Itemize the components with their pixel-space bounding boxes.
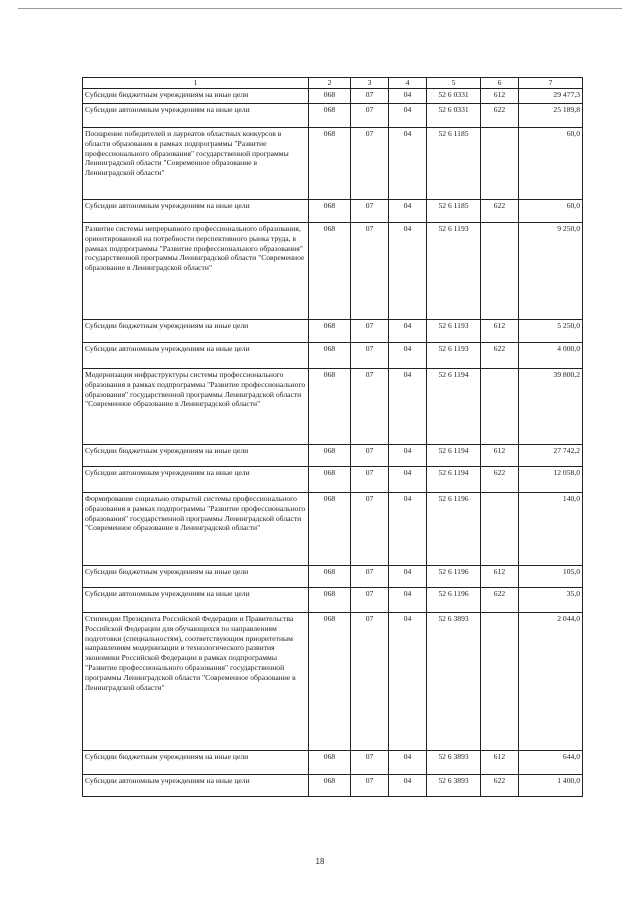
subsection-code: 04	[389, 342, 427, 368]
table-row	[83, 127, 583, 199]
row-name: Субсидии бюджетным учреждениям на иные цели	[83, 319, 309, 342]
table-row	[83, 774, 583, 796]
target-code: 52 6 1196	[427, 587, 481, 612]
section-code: 07	[351, 319, 389, 342]
section-code: 07	[351, 444, 389, 466]
ministry-code: 068	[309, 612, 351, 750]
ministry-code: 068	[309, 199, 351, 222]
section-code: 07	[351, 492, 389, 565]
expense-type-code: 612	[481, 565, 519, 587]
expense-type-code: 622	[481, 466, 519, 492]
table-row	[83, 565, 583, 587]
row-name: Формирование социально открытой системы профессионального образования в рамках подпрограммы "Развитие профессионального образования" государственной программы Ленинградской области "Современное образование в Ленинградской области"	[83, 492, 309, 565]
target-code: 52 6 3893	[427, 774, 481, 796]
amount: 5 250,0	[519, 319, 583, 342]
table-row	[83, 342, 583, 368]
target-code: 52 6 1196	[427, 565, 481, 587]
subsection-code: 04	[389, 127, 427, 199]
expense-type-code: 622	[481, 199, 519, 222]
target-code: 52 6 1185	[427, 199, 481, 222]
col-header-2: 2	[309, 78, 351, 89]
scan-edge-line	[18, 8, 622, 9]
subsection-code: 04	[389, 319, 427, 342]
subsection-code: 04	[389, 444, 427, 466]
expense-type-code	[481, 612, 519, 750]
subsection-code: 04	[389, 222, 427, 319]
ministry-code: 068	[309, 750, 351, 774]
row-name: Модернизация инфраструктуры системы профессионального образования в рамках подпрограммы "Развитие профессионального образования" государственной программы Ленинградской области "Современное образование в Ленинградской области"	[83, 368, 309, 444]
amount: 1 400,0	[519, 774, 583, 796]
table-row	[83, 103, 583, 127]
ministry-code: 068	[309, 222, 351, 319]
amount: 60,0	[519, 199, 583, 222]
subsection-code: 04	[389, 368, 427, 444]
target-code: 52 6 0331	[427, 88, 481, 103]
row-name: Субсидии автономным учреждениям на иные цели	[83, 466, 309, 492]
section-code: 07	[351, 612, 389, 750]
target-code: 52 6 0331	[427, 103, 481, 127]
target-code: 52 6 3893	[427, 750, 481, 774]
section-code: 07	[351, 103, 389, 127]
amount: 12 058,0	[519, 466, 583, 492]
table-row	[83, 587, 583, 612]
table-row	[83, 444, 583, 466]
ministry-code: 068	[309, 127, 351, 199]
section-code: 07	[351, 565, 389, 587]
expense-type-code	[481, 368, 519, 444]
ministry-code: 068	[309, 103, 351, 127]
section-code: 07	[351, 368, 389, 444]
target-code: 52 6 1193	[427, 319, 481, 342]
row-name: Субсидии бюджетным учреждениям на иные цели	[83, 444, 309, 466]
col-header-1: 1	[83, 78, 309, 89]
expense-type-code	[481, 222, 519, 319]
amount: 105,0	[519, 565, 583, 587]
section-code: 07	[351, 199, 389, 222]
target-code: 52 6 3893	[427, 612, 481, 750]
table-row	[83, 612, 583, 750]
subsection-code: 04	[389, 587, 427, 612]
col-header-4: 4	[389, 78, 427, 89]
amount: 140,0	[519, 492, 583, 565]
expense-type-code: 612	[481, 444, 519, 466]
amount: 644,0	[519, 750, 583, 774]
subsection-code: 04	[389, 199, 427, 222]
table-row	[83, 88, 583, 103]
section-code: 07	[351, 466, 389, 492]
section-code: 07	[351, 88, 389, 103]
ministry-code: 068	[309, 492, 351, 565]
target-code: 52 6 1194	[427, 444, 481, 466]
table-row	[83, 199, 583, 222]
section-code: 07	[351, 342, 389, 368]
amount: 2 044,0	[519, 612, 583, 750]
row-name: Субсидии бюджетным учреждениям на иные цели	[83, 88, 309, 103]
subsection-code: 04	[389, 103, 427, 127]
subsection-code: 04	[389, 565, 427, 587]
target-code: 52 6 1194	[427, 368, 481, 444]
row-name: Стипендии Президента Российской Федерации и Правительства Российской Федерации для обучающихся по направлениям подготовки (специальностям), соответствующим приоритетным направлениям модернизации и технологического развития экономики Российской Федерации в рамках подпрограммы "Развитие профессионального образования" государственной программы Ленинградской области "Современное образование в Ленинградской области"	[83, 612, 309, 750]
amount: 35,0	[519, 587, 583, 612]
subsection-code: 04	[389, 750, 427, 774]
table-row	[83, 368, 583, 444]
subsection-code: 04	[389, 774, 427, 796]
expense-type-code: 622	[481, 774, 519, 796]
table-row	[83, 466, 583, 492]
row-name: Поощрение победителей и лауреатов областных конкурсов в области образования в рамках подпрограммы "Развитие профессионального образования" государственной программы Ленинградской области "Современное образование в Ленинградской области"	[83, 127, 309, 199]
target-code: 52 6 1193	[427, 222, 481, 319]
table-row	[83, 222, 583, 319]
target-code: 52 6 1193	[427, 342, 481, 368]
table-row	[83, 319, 583, 342]
expense-type-code: 612	[481, 88, 519, 103]
col-header-6: 6	[481, 78, 519, 89]
table-row	[83, 750, 583, 774]
amount: 27 742,2	[519, 444, 583, 466]
page-number: 18	[315, 857, 325, 866]
expense-type-code: 622	[481, 342, 519, 368]
expense-type-code	[481, 492, 519, 565]
amount: 60,0	[519, 127, 583, 199]
subsection-code: 04	[389, 492, 427, 565]
col-header-3: 3	[351, 78, 389, 89]
section-code: 07	[351, 222, 389, 319]
row-name: Субсидии автономным учреждениям на иные цели	[83, 199, 309, 222]
row-name: Субсидии автономным учреждениям на иные цели	[83, 342, 309, 368]
ministry-code: 068	[309, 565, 351, 587]
ministry-code: 068	[309, 88, 351, 103]
section-code: 07	[351, 774, 389, 796]
subsection-code: 04	[389, 612, 427, 750]
amount: 29 477,3	[519, 88, 583, 103]
budget-table	[82, 77, 583, 797]
expense-type-code: 612	[481, 319, 519, 342]
ministry-code: 068	[309, 368, 351, 444]
amount: 25 189,8	[519, 103, 583, 127]
col-header-5: 5	[427, 78, 481, 89]
expense-type-code: 622	[481, 103, 519, 127]
expense-type-code: 612	[481, 750, 519, 774]
amount: 9 250,0	[519, 222, 583, 319]
subsection-code: 04	[389, 88, 427, 103]
section-code: 07	[351, 587, 389, 612]
subsection-code: 04	[389, 466, 427, 492]
row-name: Развитие системы непрерывного профессионального образования, ориентированной на потребности перспективного рынка труда, в рамках подпрограммы "Развитие профессионального образования" государственной программы Ленинградской области "Современное образование в Ленинградской области"	[83, 222, 309, 319]
section-code: 07	[351, 127, 389, 199]
row-name: Субсидии автономным учреждениям на иные цели	[83, 774, 309, 796]
expense-type-code	[481, 127, 519, 199]
expense-type-code: 622	[481, 587, 519, 612]
section-code: 07	[351, 750, 389, 774]
ministry-code: 068	[309, 444, 351, 466]
table-row	[83, 492, 583, 565]
ministry-code: 068	[309, 774, 351, 796]
target-code: 52 6 1196	[427, 492, 481, 565]
target-code: 52 6 1185	[427, 127, 481, 199]
ministry-code: 068	[309, 587, 351, 612]
ministry-code: 068	[309, 319, 351, 342]
ministry-code: 068	[309, 342, 351, 368]
amount: 39 800,2	[519, 368, 583, 444]
col-header-7: 7	[519, 78, 583, 89]
row-name: Субсидии бюджетным учреждениям на иные цели	[83, 565, 309, 587]
row-name: Субсидии бюджетным учреждениям на иные цели	[83, 750, 309, 774]
target-code: 52 6 1194	[427, 466, 481, 492]
row-name: Субсидии автономным учреждениям на иные цели	[83, 587, 309, 612]
ministry-code: 068	[309, 466, 351, 492]
column-number-row	[83, 78, 583, 89]
amount: 4 000,0	[519, 342, 583, 368]
row-name: Субсидии автономным учреждениям на иные цели	[83, 103, 309, 127]
